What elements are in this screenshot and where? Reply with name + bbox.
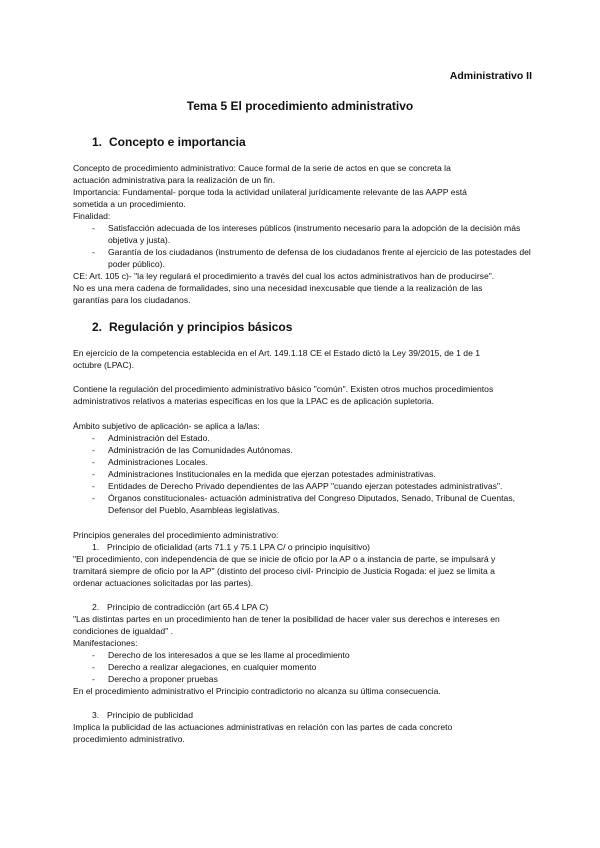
list-item (92, 222, 532, 246)
ce-line-2: No es una mera cadena de formalidades, sino una necesidad inexcusable que tiende a la realización de las (73, 283, 483, 293)
list-item-text: Administraciones Locales. (108, 457, 208, 467)
contains-line-1: Contiene la regulación del procedimiento administrativo básico "común". Existen otros muchos procedimientos (73, 384, 494, 394)
contains-line-2: administrativos relativos a materias específicas en los que la LPAC es de aplicación supletoria. (73, 396, 434, 406)
dash-marker: - (92, 433, 95, 443)
list-item (92, 492, 532, 516)
ambito-label: Ámbito subjetivo de aplicación- se aplica a la/las: (73, 421, 260, 431)
section-2-heading (92, 320, 292, 334)
section-1-number: 1. (92, 135, 103, 149)
dash-marker: - (92, 469, 95, 479)
ce-line-1: CE: Art. 105 c)- "la ley regulará el procedimiento a través del cual los actos administrativos han de producirse". (73, 271, 495, 281)
list-item (92, 444, 532, 456)
list-item-text: Administración del Estado. (108, 433, 210, 443)
list-item (92, 468, 532, 480)
list-item-text: Administraciones Institucionales en la medida que ejerzan potestades administrativas. (108, 469, 436, 479)
list-item-text: Órganos constitucionales- actuación administrativa del Congreso Diputados, Senado, Tribunal de Cuentas, Defensor del Pueblo, Asambleas legislativas. (108, 493, 516, 515)
principle-3-heading (92, 709, 532, 721)
principle-2-heading (92, 601, 532, 613)
principle-3-text-1: Implica la publicidad de las actuaciones administrativas en relación con las partes de cada concreto (73, 722, 453, 732)
concept-line-2: actuación administrativa para la realización de un fin. (73, 175, 276, 185)
section-1-title: Concepto e importancia (109, 135, 246, 149)
principle-1-text-3: ordenar actuaciones solicitadas por las partes). (73, 578, 254, 588)
list-item-text: Entidades de Derecho Privado dependientes de las AAPP "cuando ejerzan potestades administrativas". (108, 481, 503, 491)
concept-line-1: Concepto de procedimiento administrativo: Cauce formal de la serie de actos en que se concreta la (73, 163, 451, 173)
principle-1-heading (92, 541, 532, 553)
principle-2-label: Principio de contradicción (art 65.4 LPA C) (107, 602, 269, 612)
list-item (92, 480, 532, 492)
list-item-text: Derecho de los interesados a que se les llame al procedimiento (108, 650, 350, 660)
list-item (92, 661, 532, 673)
list-item-text: Satisfacción adecuada de los intereses públicos (instrumento necesario para la adopción de la decisión más objetiva y justa). (108, 223, 521, 245)
principle-3-label: Principio de publicidad (107, 710, 193, 720)
dash-marker: - (92, 481, 95, 491)
principle-2-text-2: condiciones de igualdad" . (73, 626, 174, 636)
course-header: Administrativo II (449, 70, 532, 82)
dash-marker: - (92, 650, 95, 660)
list-item (92, 673, 532, 685)
dash-marker: - (92, 457, 95, 467)
dash-marker: - (92, 223, 95, 233)
dash-marker: - (92, 674, 95, 684)
dash-marker: - (92, 247, 95, 257)
list-item-text: Administración de las Comunidades Autónomas. (108, 445, 293, 455)
principle-3-number: 3. (92, 710, 100, 720)
section-2-title: Regulación y principios básicos (109, 320, 293, 334)
list-item (92, 432, 532, 444)
list-item-text: Derecho a realizar alegaciones, en cualquier momento (108, 662, 317, 672)
importance-line-2: sometida a un procedimiento. (73, 199, 186, 209)
list-item-text: Garantía de los ciudadanos (instrumento de defensa de los ciudadanos frente al ejercicio de las potestades del poder público). (108, 247, 531, 269)
principle-1-text-1: "El procedimiento, con independencia de que se inicie de oficio por la AP o a instancia de parte, se impulsará y (73, 554, 496, 564)
principle-1-label: Principio de oficialidad (arts 71.1 y 75.1 LPA C/ o principio inquisitivo) (107, 542, 371, 552)
section-2-number: 2. (92, 320, 103, 334)
principle-2-number: 2. (92, 602, 100, 612)
exercise-line-1: En ejercicio de la competencia establecida en el Art. 149.1.18 CE el Estado dictó la Ley 39/2015, de 1 de 1 (73, 348, 481, 358)
importance-line-1: Importancia: Fundamental- porque toda la actividad unilateral jurídicamente relevante de las AAPP está (73, 187, 467, 197)
finalidad-label: Finalidad: (73, 211, 111, 221)
list-item-text: Derecho a proponer pruebas (108, 674, 218, 684)
dash-marker: - (92, 493, 95, 503)
list-item (92, 456, 532, 468)
page-title: Tema 5 El procedimiento administrativo (186, 99, 414, 113)
principle-1-number: 1. (92, 542, 100, 552)
manifestaciones-label: Manifestaciones: (73, 638, 138, 648)
principle-1-text-2: tramitará siempre de oficio por la AP" (distinto del proceso civil- Principio de Justicia Rogada: el juez se limita a (73, 566, 495, 576)
dash-marker: - (92, 662, 95, 672)
principios-intro: Principios generales del procedimiento administrativo: (73, 530, 279, 540)
list-item (92, 649, 532, 661)
list-item (92, 246, 532, 270)
principle-2-text-1: "Las distintas partes en un procedimiento han de tener la posibilidad de hacer valer sus derechos e intereses en (73, 614, 500, 624)
dash-marker: - (92, 445, 95, 455)
section-1-heading (92, 135, 246, 149)
principle-2-conclusion: En el procedimiento administrativo el Principio contradictorio no alcanza su última consecuencia. (73, 686, 441, 696)
ce-line-3: garantías para los ciudadanos. (73, 295, 191, 305)
principle-3-text-2: procedimiento administrativo. (73, 734, 185, 744)
exercise-line-2: octubre (LPAC). (73, 360, 134, 370)
